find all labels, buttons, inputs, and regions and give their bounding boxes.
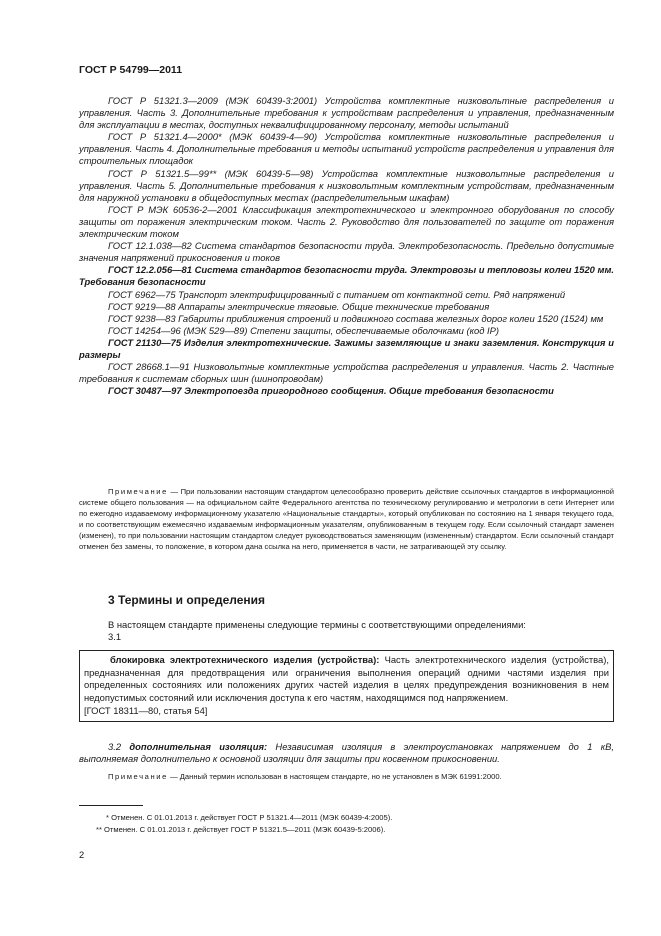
reference-item: ГОСТ 12.1.038—82 Система стандартов безопасности труда. Электробезопасность. Предельно допустимые значения напряжений прикосновения и токов — [79, 240, 614, 264]
note-label: Примечание — [108, 772, 168, 781]
footnote-divider — [79, 805, 143, 806]
reference-item: ГОСТ 14254—96 (МЭК 529—89) Степени защиты, обеспечиваемые оболочками (код IP) — [108, 324, 499, 336]
reference-item: ГОСТ 30487—97 Электропоезда пригородного сообщения. Общие требования безопасности — [108, 385, 554, 397]
term-3-2 — [79, 741, 614, 766]
term-definition: Независимая изоляция в электроустановках напряжением до 1 кВ, выполняемая дополнительно к основной изоляции для защиты при косвенном прикосновении. — [79, 741, 615, 765]
reference-item: ГОСТ 12.2.056—81 Система стандартов безопасности труда. Электровозы и тепловозы колеи 1520 мм. Требования безопасности — [79, 264, 614, 288]
reference-item: ГОСТ Р 51321.4—2000* (МЭК 60439-4—90) Устройства комплектные низковольтные распределения и управления. Часть 4. Дополнительные требования и методы испытаний устройств распределения и управления для строительных площадок — [79, 131, 614, 167]
term-note — [79, 771, 614, 782]
footnote: * Отменен. С 01.01.2013 г. действует ГОСТ Р 51321.4—2011 (МЭК 60439-4:2005). — [106, 813, 393, 822]
term-definition-box — [79, 650, 614, 722]
reference-item: ГОСТ 28668.1—91 Низковольтные комплектные устройства распределения и управления. Часть 2. Частные требования к системам сборных шин (шинопроводам) — [79, 361, 614, 385]
references-note — [79, 486, 614, 553]
reference-item: ГОСТ 9238—83 Габариты приближения строений и подвижного состава железных дорог колеи 1520 (1524) мм — [108, 312, 604, 324]
note-label: Примечание — [108, 487, 168, 496]
note-text: — При пользовании настоящим стандартом целесообразно проверить действие ссылочных стандартов в информационной системе общего пользования — на официальном сайте Федерального агентства по техническому регулированию и метрологии в сети Интернет или по ежегодно издаваемому информационному указателю «Национальные стандарты», который опубликован по состоянию на 1 января текущего года, и по соответствующим ежемесячно издаваемым информационным указателям, опубликованным в текущем году. Если ссылочный стандарт заменен (изменен), то при пользовании настоящим стандартом следует руководствоваться заменяющим (измененным) стандартом. Если ссылочный стандарт отменен без замены, то положение, в котором дана ссылка на него, применяется в части, не затрагивающей эту ссылку. — [79, 487, 614, 552]
normative-references-list — [79, 95, 614, 397]
reference-item: ГОСТ 9219—88 Аппараты электрические тяговые. Общие технические требования — [108, 300, 490, 312]
note-text: — Данный термин использован в настоящем стандарте, но не установлен в МЭК 61991:2000. — [167, 772, 502, 781]
intro-text: В настоящем стандарте применены следующие термины с соответствующими определениями: — [108, 619, 526, 630]
term-name: блокировка электротехнического изделия (устройства): — [110, 654, 380, 665]
page-number: 2 — [79, 849, 85, 860]
document-header: ГОСТ Р 54799—2011 — [79, 64, 183, 76]
term-name: дополнительная изоляция: — [129, 741, 268, 752]
reference-item: ГОСТ Р 51321.3—2009 (МЭК 60439-3:2001) Устройства комплектные низковольтные распределения и управления. Часть 3. Дополнительные требования к устройствам распределения и управления, предназначенным для эксплуатации в местах, доступных неквалифицированному персоналу, методы испытаний — [79, 95, 614, 131]
reference-item: ГОСТ 6962—75 Транспорт электрифицированный с питанием от контактной сети. Ряд напряжений — [108, 288, 566, 300]
footnotes — [79, 812, 614, 835]
footnote: ** Отменен. С 01.01.2013 г. действует ГОСТ Р 51321.5—2011 (МЭК 60439-5:2006). — [96, 824, 386, 834]
term-source: [ГОСТ 18311—80, статья 54] — [84, 705, 208, 717]
term-definition: Часть электротехнического изделия (устройства), предназначенная для предотвращения или ограничения выполнения операций одними частями изделия при определенных состояниях или положениях других частей изделия в целях предупреждения возникновения в нем недопустимых состояний или исключения доступа к его частям, находящимся под напряжением. — [84, 654, 609, 703]
reference-item: ГОСТ 21130—75 Изделия электротехнические. Зажимы заземляющие и знаки заземления. Конструкция и размеры — [79, 336, 614, 360]
section-intro — [108, 619, 526, 644]
term-number: 3.1 — [108, 631, 122, 643]
reference-item: ГОСТ Р МЭК 60536-2—2001 Классификация электротехнического и электронного оборудования по способу защиты от поражения электрическим током. Часть 2. Руководство для пользователей по защите от поражения электрическим током — [79, 203, 614, 240]
term-number: 3.2 — [108, 741, 130, 752]
section-title: 3 Термины и определения — [108, 593, 266, 607]
reference-item: ГОСТ Р 51321.5—99** (МЭК 60439-5—98) Устройства комплектные низковольтные распределения и управления. Часть 5. Дополнительные требования к низковольтным комплектным устройствам, предназначенным для наружной установки в общедоступных местах (распределительным шкафам) — [79, 167, 614, 203]
